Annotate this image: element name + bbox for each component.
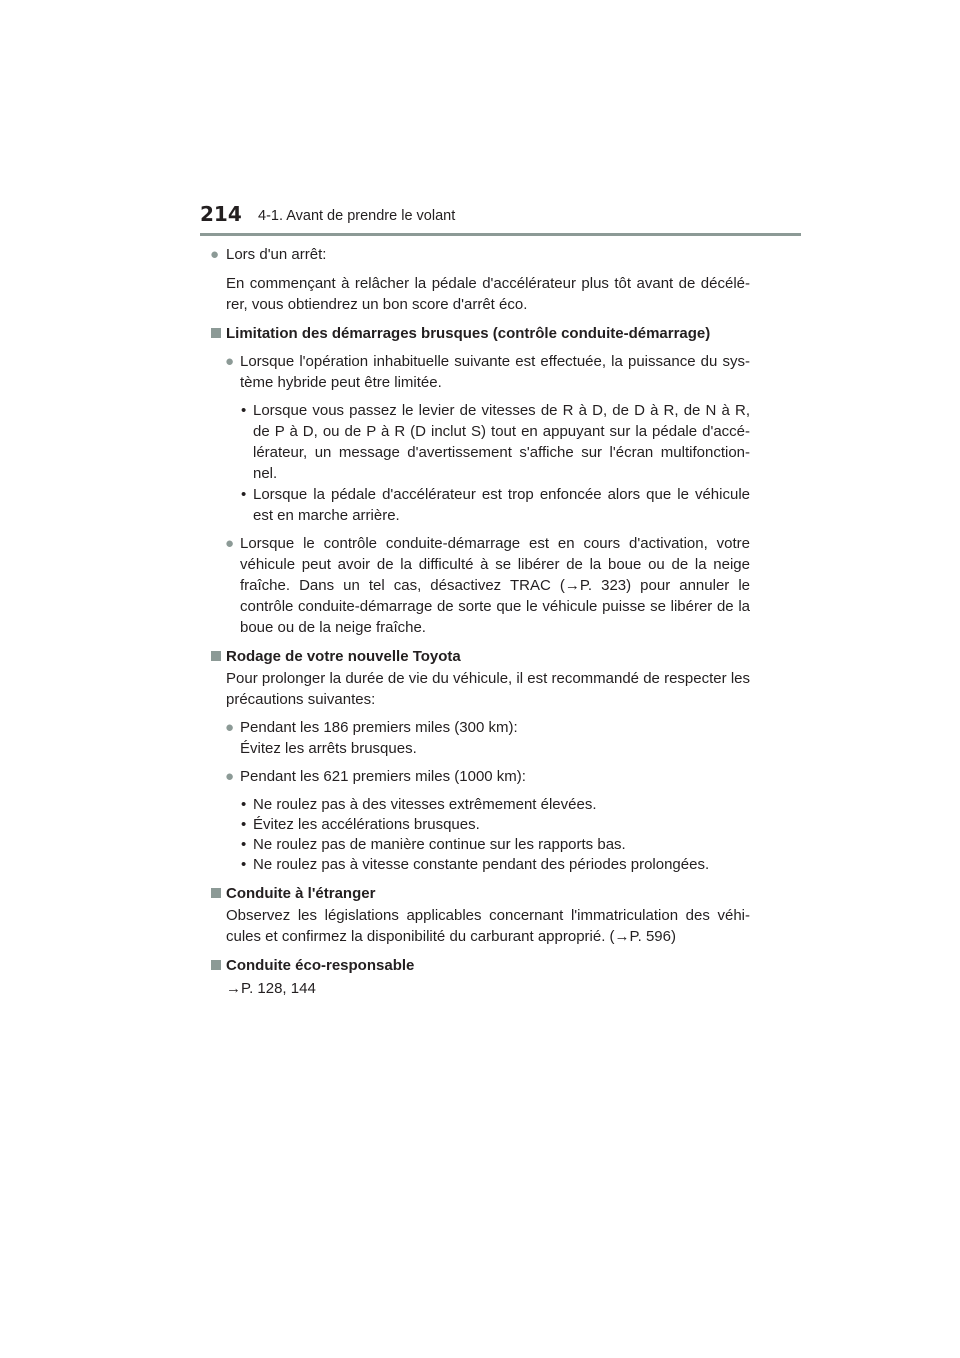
dot-bullet-icon: • — [241, 856, 247, 873]
heading-text: Conduite à l'étranger — [226, 885, 376, 902]
paragraph: Pour prolonger la durée de vie du véhicule, il est recommandé de respecter les précautions suivantes: — [226, 670, 750, 708]
bullet-text: Pendant les 621 premiers miles (1000 km): — [240, 768, 526, 785]
page-header — [0, 196, 960, 236]
paragraph: Observez les législations applicables concernant l'immatriculation des véhi-cules et confirmez la disponibilité du carburant approprié. (→P. 596) — [226, 907, 750, 945]
bullet-item — [210, 244, 750, 265]
dot-bullet-icon: • — [241, 836, 247, 853]
list-text: Ne roulez pas de manière continue sur les rapports bas. — [253, 836, 626, 853]
heading-text: Limitation des démarrages brusques (contrôle conduite-démarrage) — [226, 325, 711, 342]
list-text: Ne roulez pas à des vitesses extrêmement élevées. — [253, 796, 597, 813]
list-text: Lorsque la pédale d'accélérateur est trop enfoncée alors que le véhicule est en marche arrière. — [253, 486, 750, 524]
square-bullet-icon — [211, 328, 221, 338]
bullet-text: Pendant les 186 premiers miles (300 km): — [240, 719, 518, 736]
bullet-text: Lorsque le contrôle conduite-démarrage est en cours d'activation, votre véhicule peut avoir de la difficulté à se libérer de la boue ou de la neige fraîche. Dans un tel cas, désactivez TRAC (→P. 323) pour annuler le contrôle conduite-démarrage de sorte que le véhicule puisse se libérer de la boue ou de la neige fraîche. — [240, 535, 750, 636]
list-item — [210, 400, 750, 484]
circle-bullet-icon: ● — [225, 768, 235, 785]
heading-text: Rodage de votre nouvelle Toyota — [226, 648, 461, 665]
circle-bullet-icon: ● — [210, 246, 220, 263]
section-title: 4-1. Avant de prendre le volant — [258, 208, 456, 224]
circle-bullet-icon: ● — [225, 719, 235, 736]
list-text: Ne roulez pas à vitesse constante pendant des périodes prolongées. — [253, 856, 710, 873]
bullet-text: Évitez les arrêts brusques. — [240, 740, 417, 757]
page-number: 214 — [200, 202, 242, 226]
header-rule — [200, 233, 801, 236]
list-item — [210, 814, 750, 835]
list-item — [210, 484, 750, 526]
square-bullet-icon — [211, 960, 221, 970]
bullet-item — [210, 717, 750, 759]
page-body — [210, 244, 750, 999]
dot-bullet-icon: • — [241, 816, 247, 833]
bullet-item — [210, 766, 750, 787]
square-bullet-icon — [211, 888, 221, 898]
list-text: Lorsque vous passez le levier de vitesses de R à D, de D à R, de N à R, de P à D, ou de P à R (D inclut S) tout en appuyant sur la pédale d'accé-lérateur, un message d'avertissement s'affiche sur l'écran multifonction-nel. — [253, 402, 750, 482]
dot-bullet-icon: • — [241, 486, 247, 503]
section-heading — [210, 646, 750, 667]
section-heading — [210, 955, 750, 976]
list-item — [210, 794, 750, 815]
square-bullet-icon — [211, 651, 221, 661]
paragraph: En commençant à relâcher la pédale d'accélérateur plus tôt avant de décélé-rer, vous obtiendrez un bon score d'arrêt éco. — [226, 275, 750, 313]
bullet-text: Lors d'un arrêt: — [226, 246, 327, 263]
heading-text: Conduite éco-responsable — [226, 957, 415, 974]
dot-bullet-icon: • — [241, 796, 247, 813]
list-item — [210, 834, 750, 855]
bullet-item — [210, 533, 750, 638]
dot-bullet-icon: • — [241, 402, 247, 419]
bullet-text: Lorsque l'opération inhabituelle suivante est effectuée, la puissance du sys-tème hybride peut être limitée. — [240, 353, 750, 391]
list-text: Évitez les accélérations brusques. — [253, 816, 480, 833]
page-reference: →P. 128, 144 — [226, 980, 316, 997]
bullet-item — [210, 351, 750, 393]
section-heading — [210, 883, 750, 904]
circle-bullet-icon: ● — [225, 353, 235, 370]
circle-bullet-icon: ● — [225, 535, 235, 552]
section-heading — [210, 323, 750, 344]
list-item — [210, 854, 750, 875]
